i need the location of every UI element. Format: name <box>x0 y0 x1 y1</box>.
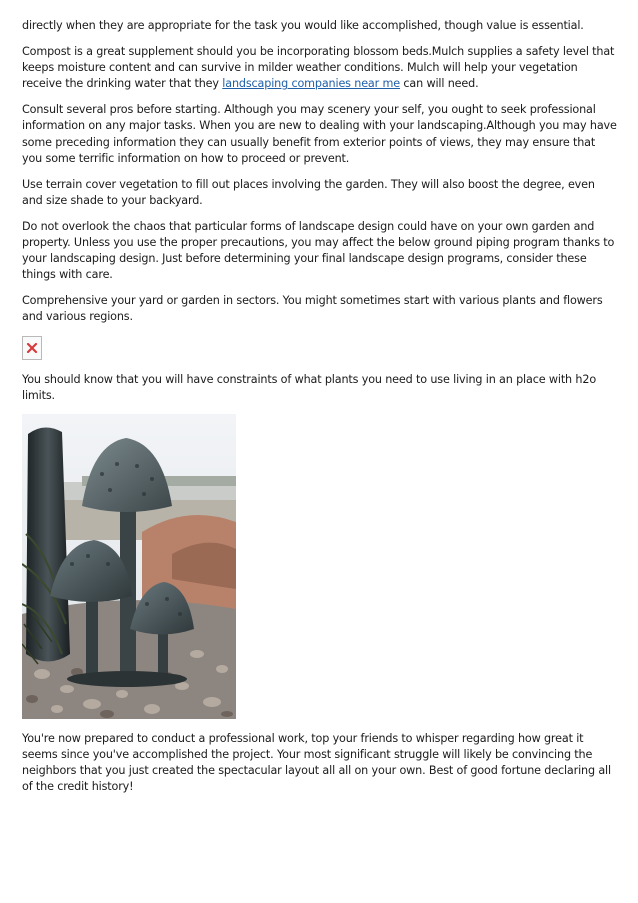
paragraph-3: Consult several pros before starting. Although you may scenery your self, you ought to seek professional information on any major tasks. When you are new to dealing with your landscaping.Although you may have some preceding information they can usually benefit from exterior points of views, they may ensure that you some terrific information on how to proceed or prevent. <box>22 103 617 165</box>
broken-image-icon <box>26 342 38 354</box>
paragraph-8: You're now prepared to conduct a professional work, top your friends to whisper regarding how great it seems since you've accomplished the project. Your most significant struggle will likely be convincing the neighbors that you just created the spectacular layout all all on your own. Best of good fortune declaring all of the credit history! <box>22 731 611 793</box>
mushroom-sculpture-photo <box>22 414 236 719</box>
paragraph-4: Use terrain cover vegetation to fill out places involving the garden. They will also boost the degree, even and size shade to your backyard. <box>22 177 595 207</box>
paragraph-2-text-a: Compost is a great supplement should you be incorporating blossom beds.Mulch supplies a safety level that keeps moisture content and can survive in milder weather conditions. Mulch will help your vegetation receive the drinking water that they <box>22 45 615 91</box>
landscaping-companies-link[interactable]: landscaping companies near me <box>222 77 400 91</box>
paragraph-2-text-b: can will need. <box>399 77 479 91</box>
document-page <box>22 18 618 805</box>
paragraph-5: Do not overlook the chaos that particular forms of landscape design could have on your own garden and property. Unless you use the proper precautions, you may affect the below ground piping program thanks to your landscaping design. Just before determining your final landscape design programs, consider these things with care. <box>22 219 615 282</box>
paragraph-7: You should know that you will have constraints of what plants you need to use living in an place with h2o limits. <box>22 372 597 402</box>
paragraph-6: Comprehensive your yard or garden in sectors. You might sometimes start with various plants and flowers and various regions. <box>22 294 603 324</box>
paragraph-1: directly when they are appropriate for the task you would like accomplished, though value is essential. <box>22 19 584 32</box>
broken-image-placeholder <box>22 336 42 360</box>
paragraph-2 <box>22 44 618 92</box>
